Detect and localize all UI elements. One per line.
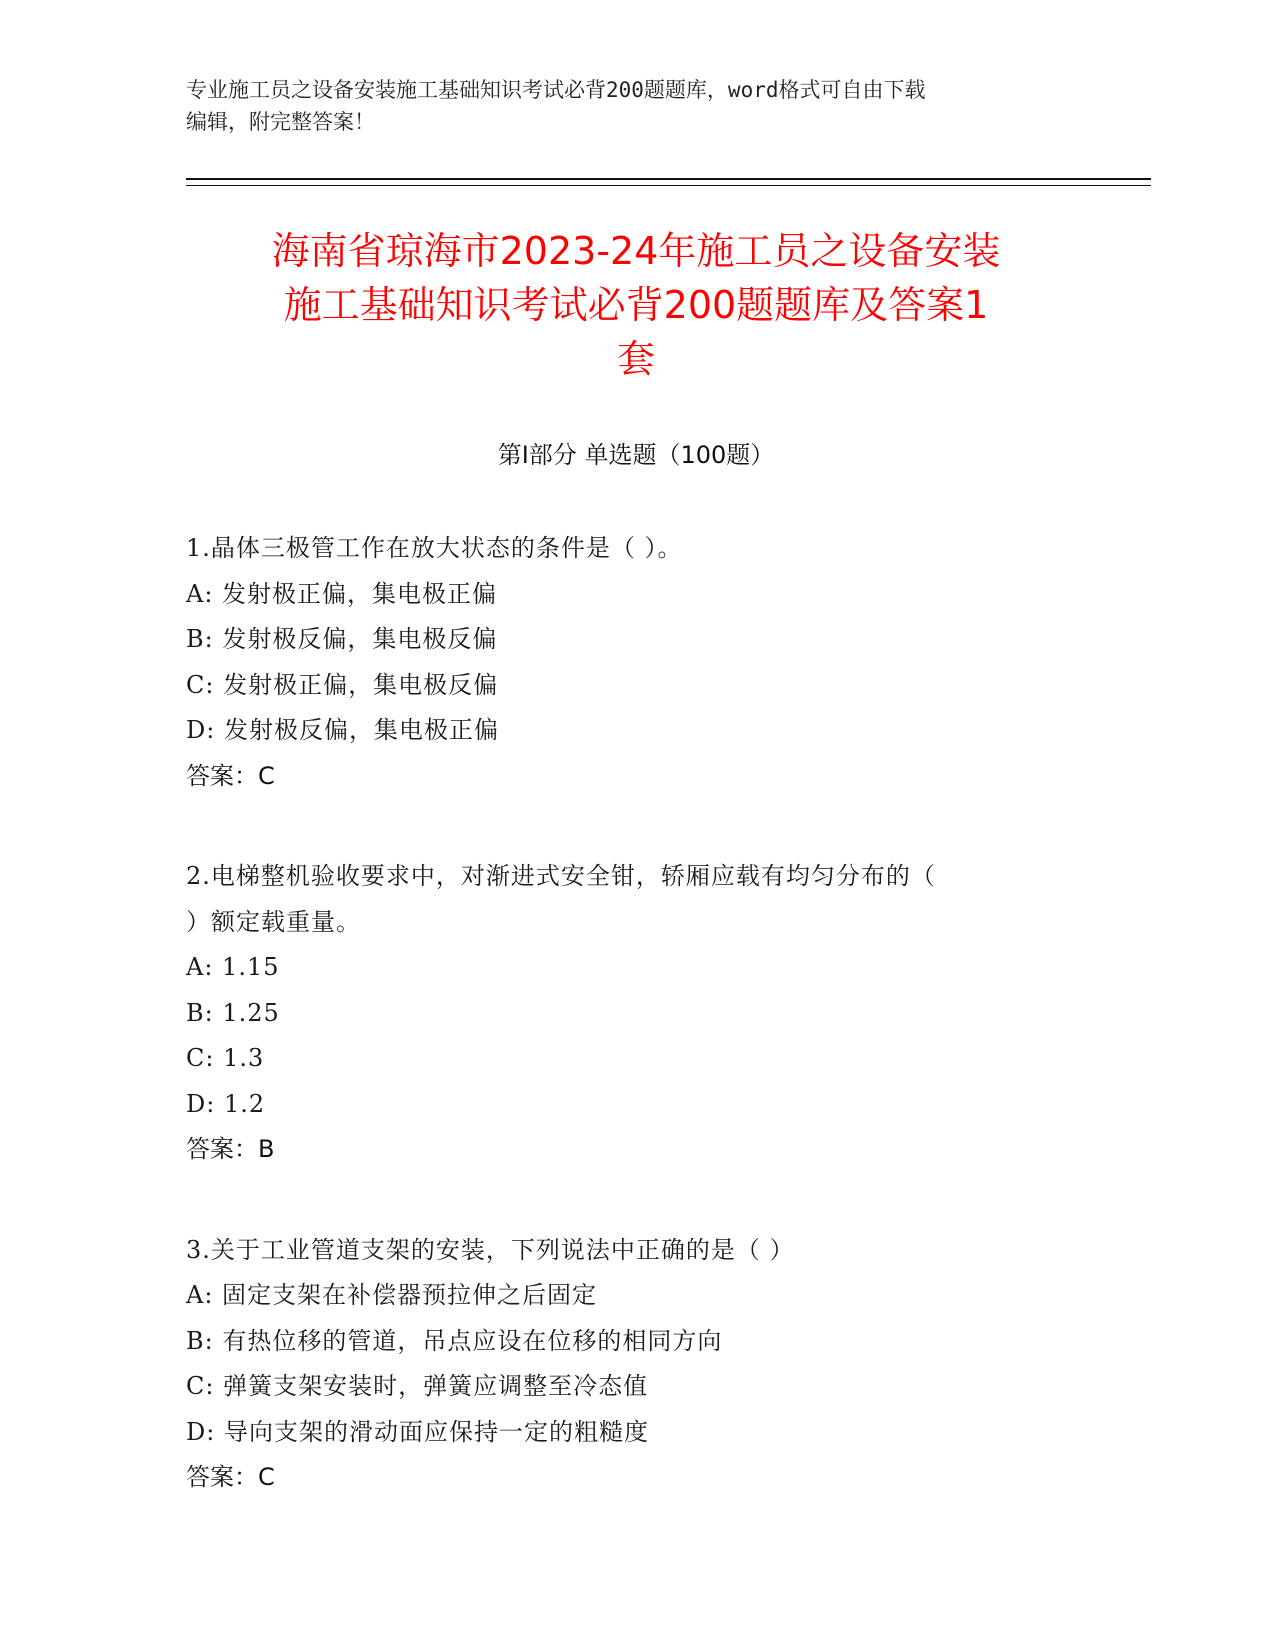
header-divider-thin (186, 185, 1151, 186)
option-b: B: 1.25 (186, 998, 280, 1027)
question-1 (186, 526, 1066, 799)
question-list (186, 526, 1066, 1556)
option-a: A: 1.15 (186, 953, 280, 981)
question-stem-line-1: 2.电梯整机验收要求中，对渐进式安全钳，轿厢应载有均匀分布的（ (186, 862, 936, 890)
question-stem-line-2: ）额定载重量。 (186, 907, 361, 936)
option-c: C: 1.3 (186, 1044, 265, 1072)
document-title-line-3: 套 (616, 337, 655, 381)
header-divider-thick (186, 178, 1151, 180)
option-a: A: 固定支架在补偿器预拉伸之后固定 (186, 1281, 598, 1309)
question-2 (186, 854, 1066, 1173)
question-stem: 3.关于工业管道支架的安装，下列说法中正确的是（ ） (186, 1235, 795, 1264)
document-title (186, 224, 1086, 386)
question-stem: 1.晶体三极管工作在放大状态的条件是（ ）。 (186, 534, 683, 562)
option-d: D: 1.2 (186, 1089, 266, 1118)
answer: 答案：B (186, 1135, 275, 1163)
section-title: 第Ⅰ部分 单选题（100题） (497, 441, 775, 469)
answer: 答案：C (186, 761, 275, 790)
answer: 答案：C (186, 1463, 275, 1491)
header-note-line-2: 编辑，附完整答案！ (186, 110, 375, 134)
document-title-line-2: 施工基础知识考试必背200题题库及答案1 (283, 283, 989, 327)
header-note-line-1: 专业施工员之设备安装施工基础知识考试必背200题题库，word格式可自由下载 (186, 78, 926, 102)
document-title-line-1: 海南省琼海市2023-24年施工员之设备安装 (271, 229, 1001, 273)
question-3 (186, 1228, 1066, 1501)
option-b: B: 有热位移的管道，吊点应设在位移的相同方向 (186, 1326, 723, 1355)
header-note (186, 74, 1066, 138)
option-d: D: 发射极反偏，集电极正偏 (186, 716, 499, 744)
option-b: B: 发射极反偏，集电极反偏 (186, 625, 498, 653)
option-c: C: 弹簧支架安装时，弹簧应调整至冷态值 (186, 1372, 649, 1400)
option-a: A: 发射极正偏，集电极正偏 (186, 579, 498, 608)
option-d: D: 导向支架的滑动面应保持一定的粗糙度 (186, 1417, 649, 1446)
option-c: C: 发射极正偏，集电极反偏 (186, 670, 499, 699)
